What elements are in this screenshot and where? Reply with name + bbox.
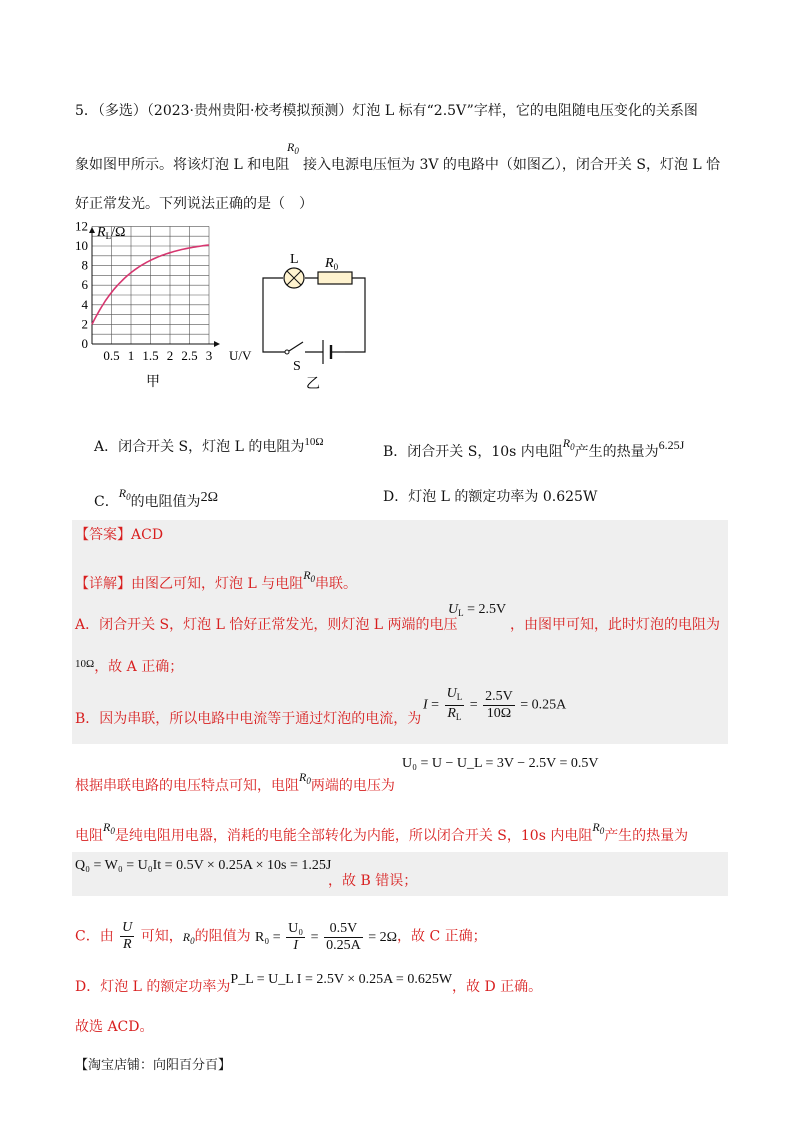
y-tick-label: 12: [75, 222, 88, 234]
graph-grid: [92, 226, 209, 344]
lamp-label: L: [290, 252, 299, 267]
y-tick-label: 6: [81, 277, 88, 293]
heat-equation: Q₀ = W₀ = U₀It = 0.5V × 0.25A × 10s = 1.25J: [75, 858, 332, 873]
circuit-caption: 乙: [306, 376, 320, 392]
u0-equation: U₀ = U − U_L = 3V − 2.5V = 0.5V: [402, 756, 599, 771]
analysis-b-conclusion: ，故 B 错误；: [328, 873, 418, 889]
switch-label: S: [293, 359, 301, 374]
y-axis-label: $R_L/\Omega$: [97, 225, 126, 241]
x-tick-label: 2.5: [181, 348, 198, 363]
x-tick-label: 0.5: [103, 348, 120, 363]
analysis-b-line: B．因为串联，所以电路中电流等于通过灯泡的电流，为: [75, 711, 422, 727]
analysis-conclusion: 故选 ACD。: [75, 1019, 154, 1035]
analysis-u0-line: 根据串联电路的电压特点可知，电阻$R_0$两端的电压为: [75, 770, 395, 794]
switch: [285, 342, 323, 354]
analysis-a-line-2: ，由图甲可知，此时灯泡的电阻为: [510, 617, 720, 633]
question-line-2a: 象如图甲所示。将该灯泡 L 和电阻: [75, 157, 290, 173]
x-tick-label: 3: [205, 348, 213, 363]
graph-caption: 甲: [146, 374, 160, 390]
analysis-a-line-3: $^{10\Omega}$，故 A 正确；: [75, 658, 184, 675]
option-c: C．$R_0$的电阻值为2Ω: [94, 486, 218, 510]
option-a: A．闭合开关 S，灯泡 L 的电阻为$^{10\Omega}$: [94, 436, 324, 455]
y-tick-label: 8: [81, 257, 88, 273]
r0-symbol: $R_0$: [287, 140, 299, 156]
resistor: [318, 272, 352, 284]
question-line-3: 好正常发光。下列说法正确的是（ ）: [75, 196, 313, 212]
resistor-label: $R_0$: [325, 256, 339, 272]
option-d: D．灯泡 L 的额定功率为 0.625W: [383, 489, 598, 505]
answer: 【答案】ACD: [75, 527, 164, 543]
y-tick-label: 4: [81, 296, 88, 312]
option-b: B．闭合开关 S，10s 内电阻$R_0$产生的热量为6.25J: [383, 436, 685, 460]
question-line-2b: 接入电源电压恒为 3V 的电路中（如图乙），闭合开关 S，灯泡 L 恰: [303, 157, 721, 173]
analysis-d-line: D．灯泡 L 的额定功率为P_L = U_L I = 2.5V × 0.25A = 0.625W，故 D 正确。: [75, 972, 543, 995]
resistance-voltage-graph: [75, 222, 260, 392]
analysis-intro: 【详解】由图乙可知，灯泡 L 与电阻$R_0$串联。: [75, 568, 358, 592]
analysis-heat-line: 电阻$R_0$是纯电阻用电器，消耗的电能全部转化为内能，所以闭合开关 S，10s 内电阻$R_0$产生的热量为: [75, 820, 689, 844]
footer-shop: 【淘宝店铺：向阳百分百】: [75, 1058, 232, 1073]
ul-equation: $U_L = 2.5V$: [448, 602, 507, 618]
y-tick-label: 0: [81, 336, 88, 351]
analysis-a-line-1: A．闭合开关 S，灯泡 L 恰好正常发光，则灯泡 L 两端的电压: [75, 617, 458, 633]
question-line-1: 5．（多选）（2023·贵州贵阳·校考模拟预测）灯泡 L 标有“2.5V”字样，它的电阻随电压变化的关系图: [75, 103, 698, 119]
analysis-c-line: C．由 $\frac{U}{R}$ 可知，$R_0$的阻值为 R₀ = $\frac{\text{U₀}}{I}$ = $\frac{0.5V}{0.25A}$ = 2Ω，故 C 正确；: [75, 920, 487, 953]
battery: [323, 340, 345, 364]
x-tick-label: 2: [166, 348, 174, 363]
current-equation: I = $\frac{U_L}{R_L}$ = $\frac{2.5V}{10\Omega}$ = 0.25A: [423, 686, 567, 722]
x-axis-label: U/V: [229, 348, 252, 363]
circuit-diagram: [255, 244, 375, 392]
y-tick-label: 10: [75, 238, 88, 253]
x-tick-label: 1.5: [142, 348, 159, 363]
x-tick-label: 1: [127, 348, 135, 363]
lamp: [284, 268, 304, 288]
y-tick-label: 2: [81, 316, 88, 332]
